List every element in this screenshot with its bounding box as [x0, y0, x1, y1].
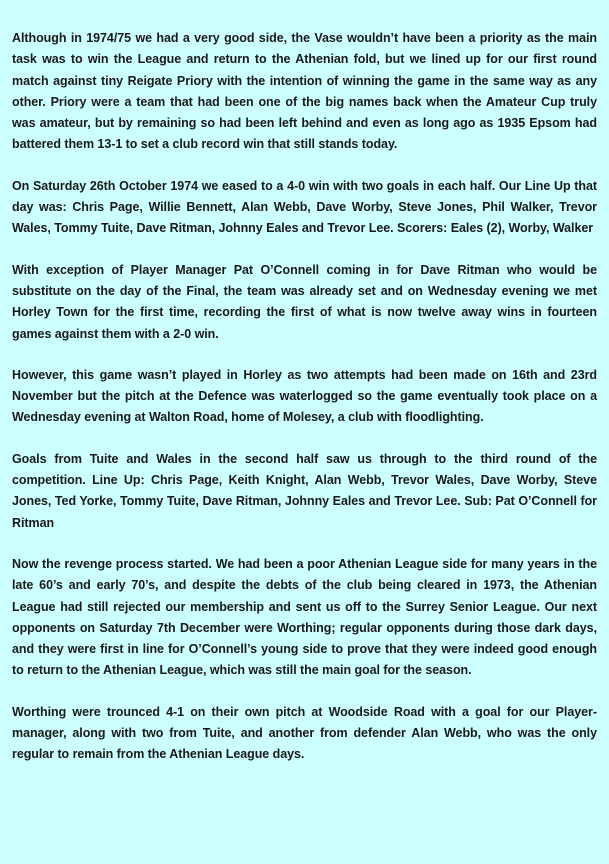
- paragraph-second-round-goals: Goals from Tuite and Wales in the second half saw us through to the third round of the competition. Line Up: Chris Page, Keith Knight, Alan Webb, Trevor Wales, Dave Worby, Steve Jones, Ted Yorke, Tommy Tuite, Dave Ritman, Johnny Eales and Trevor Lee. Sub: Pat O’Connell for Ritman: [12, 451, 597, 530]
- paragraph-line-up-first-round: On Saturday 26th October 1974 we eased to a 4-0 win with two goals in each half. Our Line Up that day was: Chris Page, Willie Bennett, Alan Webb, Dave Worby, Steve Jones, Phil Walker, Trevor Wales, Tommy Tuite, Dave Ritman, Johnny Eales and Trevor Lee. Scorers: Eales (2), Worby, Walker: [12, 178, 597, 236]
- paragraph-revenge-process: Now the revenge process started. We had been a poor Athenian League side for many years in the late 60’s and early 70’s, and despite the debts of the club being cleared in 1973, the Athenian League had still rejected our membership and sent us off to the Surrey Senior League. Our next opponents on Saturday 7th December were Worthing; regular opponents during those dark days, and they were first in line for O’Connell’s young side to prove that they were indeed good enough to return to the Athenian League, which was still the main goal for the season.: [12, 556, 597, 678]
- paragraph-worthing-result: Worthing were trounced 4-1 on their own pitch at Woodside Road with a goal for our Player-manager, along with two from Tuite, and another from defender Alan Webb, who was the only regular to remain from the Athenian League days.: [12, 704, 597, 762]
- paragraph-walton-road: However, this game wasn’t played in Horley as two attempts had been made on 16th and 23rd November but the pitch at the Defence was waterlogged so the game eventually took place on a Wednesday evening at Walton Road, home of Molesey, a club with floodlighting.: [12, 367, 597, 425]
- paragraph-reigate-priory: Although in 1974/75 we had a very good side, the Vase wouldn’t have been a priority as the main task was to win the League and return to the Athenian fold, but we lined up for our first round match against tiny Reigate Priory with the intention of winning the game in the same way as any other. Priory were a team that had been one of the big names back when the Amateur Cup truly was amateur, but by remaining so had been left behind and even as long ago as 1935 Epsom had battered them 13-1 to set a club record win that still stands today.: [12, 31, 597, 152]
- document-page: [12, 28, 597, 786]
- paragraph-horley-town: With exception of Player Manager Pat O’Connell coming in for Dave Ritman who would be substitute on the day of the Final, the team was already set and on Wednesday evening we met Horley Town for the first time, recording the first of what is now twelve away wins in fourteen games against them with a 2-0 win.: [12, 262, 597, 341]
